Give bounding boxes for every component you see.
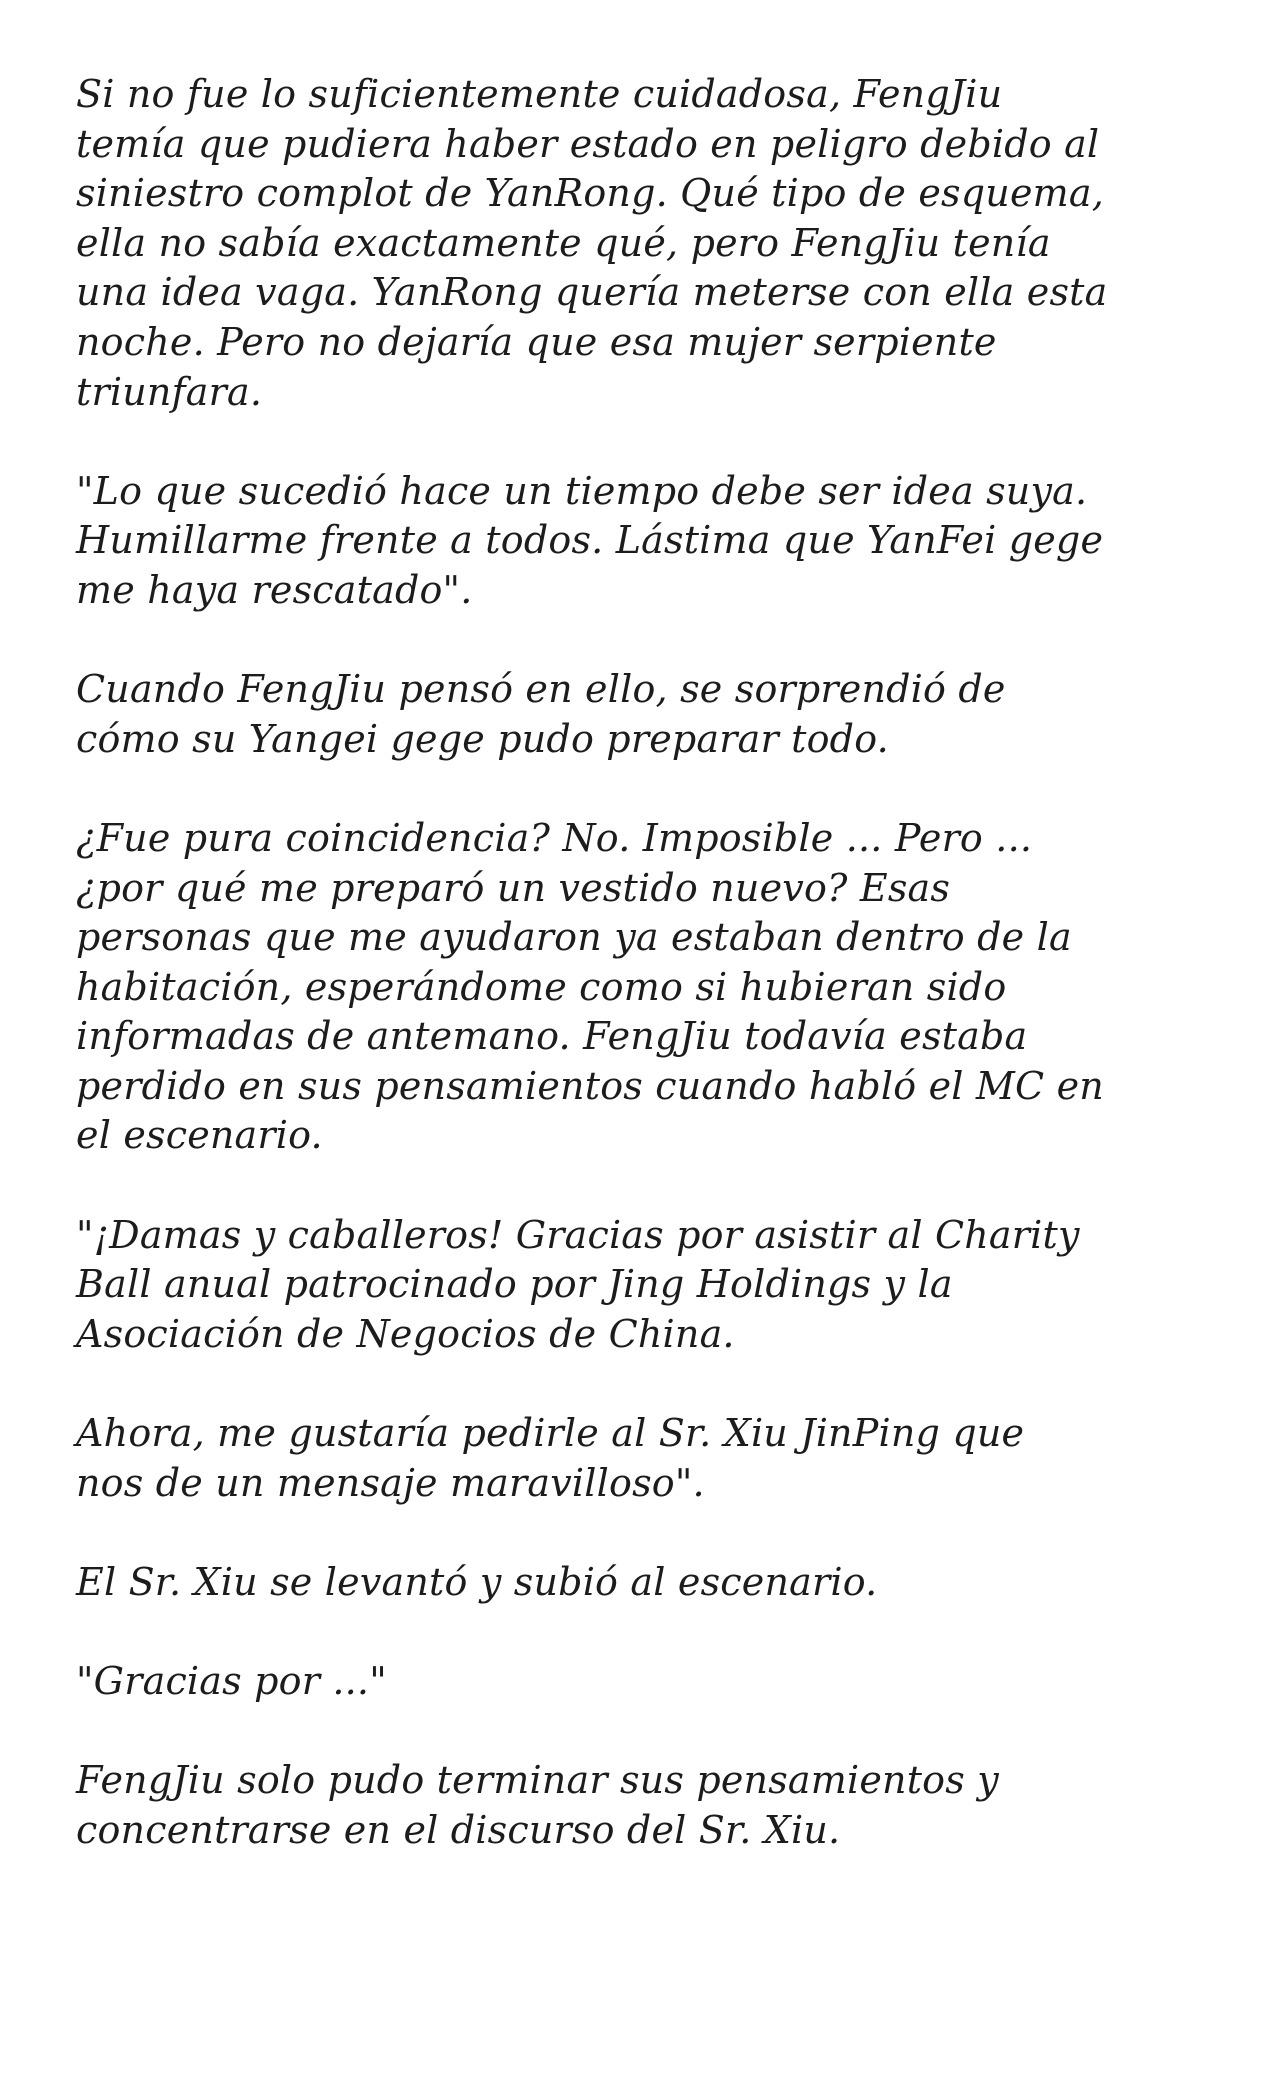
paragraph [76, 665, 1226, 764]
paragraph [76, 1211, 1226, 1360]
text-line: concentrarse en el discurso del Sr. Xiu. [76, 1807, 841, 1852]
text-line: "Lo que sucedió hace un tiempo debe ser idea suya. [76, 468, 1088, 513]
text-line: nos de un mensaje maravilloso". [76, 1460, 705, 1505]
paragraph [76, 467, 1226, 616]
text-line: siniestro complot de YanRong. Qué tipo de esquema, [76, 171, 1105, 216]
story-text [76, 70, 1226, 1905]
text-line: el escenario. [76, 1113, 323, 1158]
text-line: perdido en sus pensamientos cuando habló el MC en [76, 1063, 1104, 1108]
text-line: informadas de antemano. FengJiu todavía estaba [76, 1014, 1028, 1059]
text-line: FengJiu solo pudo terminar sus pensamientos y [76, 1758, 999, 1803]
text-line: noche. Pero no dejaría que esa mujer serpiente [76, 319, 997, 364]
text-line: temía que pudiera haber estado en peligro debido al [76, 121, 1100, 166]
text-line: Asociación de Negocios de China. [76, 1311, 735, 1356]
text-line: personas que me ayudaron ya estaban dentro de la [76, 915, 1072, 960]
text-line: una idea vaga. YanRong quería meterse con ella esta [76, 270, 1108, 315]
text-line: El Sr. Xiu se levantó y subió al escenario. [76, 1559, 878, 1604]
text-line: cómo su Yangei gege pudo preparar todo. [76, 716, 889, 761]
text-line: Ball anual patrocinado por Jing Holdings y la [76, 1262, 953, 1307]
paragraph [76, 814, 1226, 1161]
text-line: triunfara. [76, 369, 263, 414]
paragraph [76, 1756, 1226, 1855]
text-line: Cuando FengJiu pensó en ello, se sorprendió de [76, 667, 1006, 712]
text-line: "Gracias por ..." [76, 1659, 387, 1703]
text-line: Humillarme frente a todos. Lástima que YanFei gege [76, 518, 1104, 563]
paragraph [76, 1409, 1226, 1508]
paragraph [76, 1657, 1226, 1707]
text-line: ¿por qué me preparó un vestido nuevo? Esas [76, 865, 951, 910]
text-line: ella no sabía exactamente qué, pero FengJiu tenía [76, 220, 1051, 265]
text-line: ¿Fue pura coincidencia? No. Imposible ... Pero ... [76, 815, 1033, 860]
text-line: "¡Damas y caballeros! Gracias por asistir al Charity [76, 1212, 1080, 1257]
text-line: me haya rescatado". [76, 567, 473, 612]
paragraph [76, 1558, 1226, 1608]
text-line: Ahora, me gustaría pedirle al Sr. Xiu JinPing que [76, 1411, 1025, 1456]
paragraph [76, 70, 1226, 417]
text-line: habitación, esperándome como si hubieran sido [76, 964, 1007, 1009]
text-line: Si no fue lo suficientemente cuidadosa, FengJiu [76, 72, 1003, 116]
